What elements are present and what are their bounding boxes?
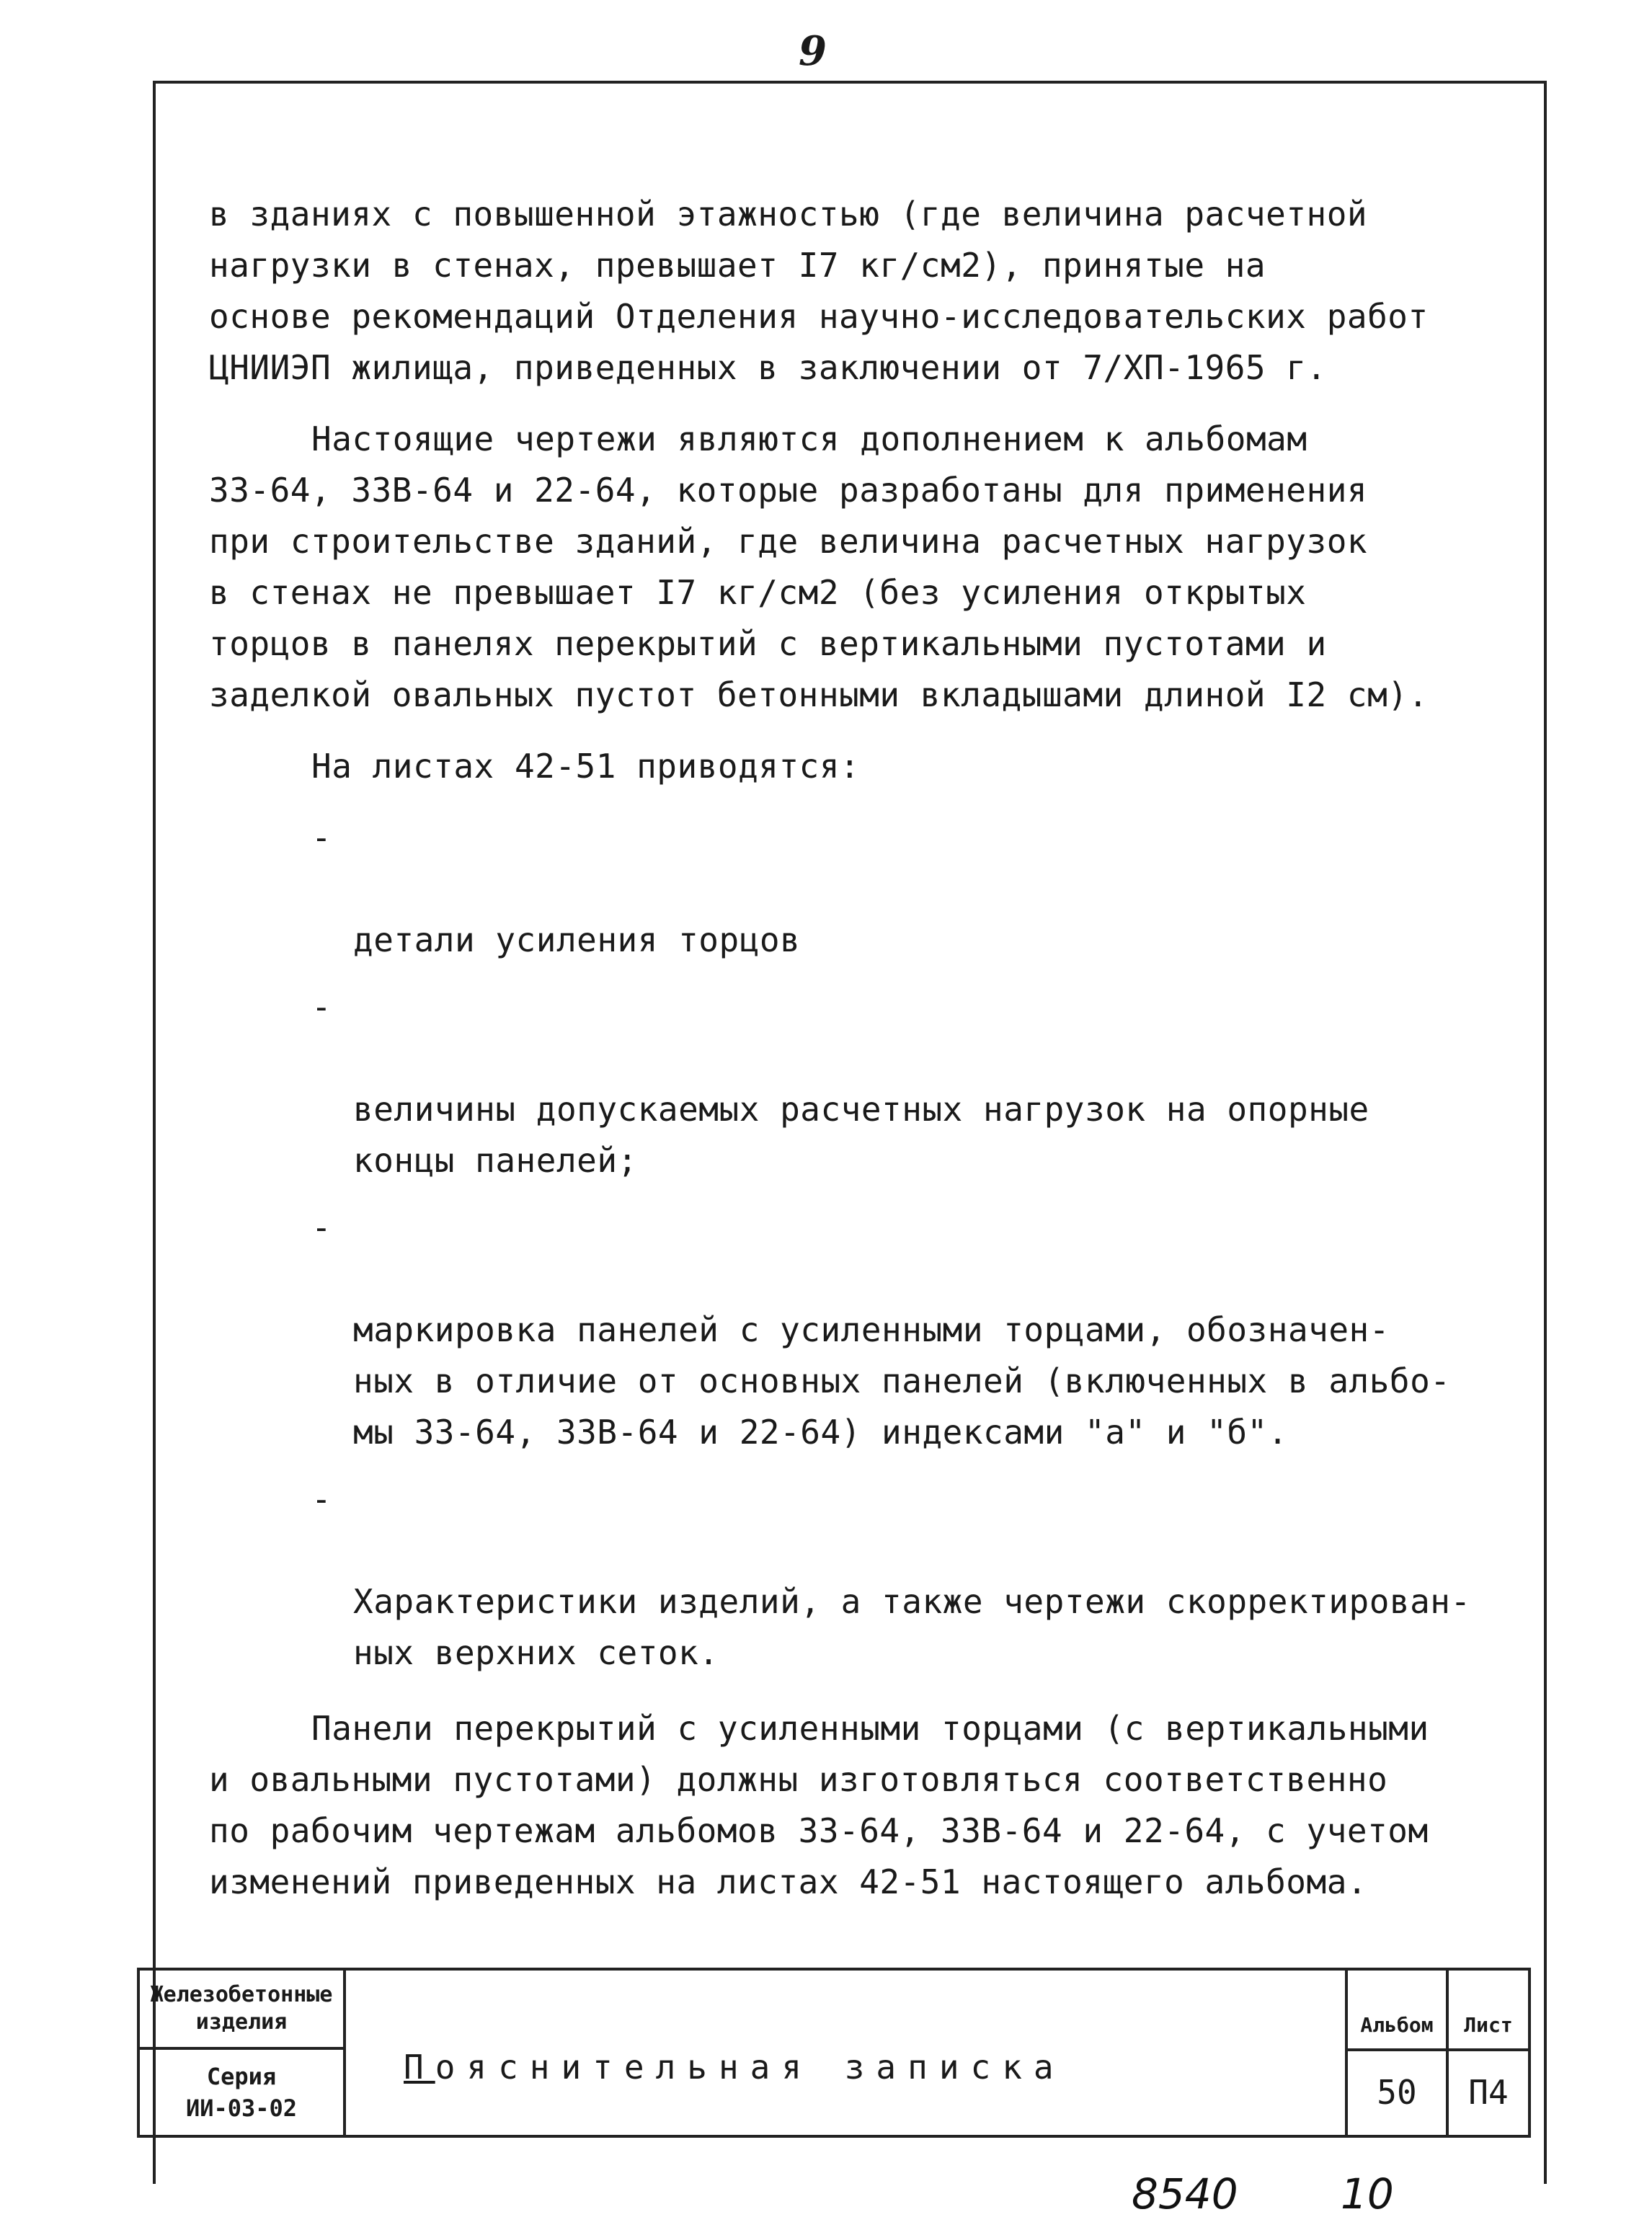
album-label: Альбом	[1348, 1971, 1449, 2050]
list-item-text: Характеристики изделий, а также чертежи скорректирован- ных верхних сеток.	[353, 1582, 1471, 1672]
items-list	[209, 812, 1535, 1679]
paragraph-closing: Панели перекрытий с усиленными торцами (с вертикальными и овальными пустотами) должны изготовляться соответственно по рабочим чертежам альбомов 33-64, 33В-64 и 22-64, с учетом изменений приведенных на листах 42-51 настоящего альбома.	[209, 1709, 1429, 1901]
document-title-rest: ояснительная записка	[435, 2048, 1065, 2087]
list-item-text: детали усиления торцов	[353, 920, 801, 959]
handwritten-count: 10	[1341, 2169, 1394, 2218]
sheet-label: Лист	[1464, 2013, 1513, 2037]
sheet-value: П4	[1468, 2073, 1509, 2112]
handwritten-number: 8540	[1132, 2169, 1238, 2218]
organization-line-1: Железобетонные	[150, 1982, 333, 2007]
series-label: Серия	[206, 2063, 277, 2090]
list-item	[311, 1474, 1535, 1679]
list-dash: -	[311, 987, 332, 1026]
title-block	[137, 1968, 1531, 2138]
list-item-text: величины допускаемых расчетных нагрузок на опорные концы панелей;	[353, 1090, 1369, 1180]
list-dash: -	[311, 1480, 332, 1519]
list-item	[311, 812, 1535, 966]
list-item	[311, 1202, 1535, 1458]
series-cell	[140, 2050, 346, 2135]
organization-line-2: изделия	[195, 2009, 288, 2035]
paragraph-list-intro: На листах 42-51 приводятся:	[311, 747, 861, 786]
document-body	[209, 189, 1535, 1928]
list-dash: -	[311, 818, 332, 857]
document-title-cell	[346, 1971, 1348, 2135]
organization-cell	[140, 1971, 346, 2050]
series-value: ИИ-03-02	[185, 2094, 298, 2122]
page-number: 9	[799, 27, 827, 75]
paragraph-supplement: Настоящие чертежи являются дополнением к альбомам 33-64, 33В-64 и 22-64, которые разработаны для применения при строительстве зданий, где величина расчетных нагрузок в стенах не превышает I7 кг/см2 (без усиления открытых торцов в панелях перекрытий с вертикальными пустотами и заделкой овальных пустот бетонными вкладышами длиной I2 см).	[209, 419, 1429, 714]
paragraph-intro: в зданиях с повышенной этажностью (где величина расчетной нагрузки в стенах, превышает I7 кг/см2), принятые на основе рекомендаций Отделения научно-исследовательских работ ЦНИИЭП жилища, приведенных в заключении от 7/ХП-1965 г.	[209, 195, 1429, 387]
document-title-initial: П	[404, 2048, 435, 2087]
list-item	[311, 982, 1535, 1186]
list-item-text: маркировка панелей с усиленными торцами, обозначен- ных в отличие от основных панелей (включенных в альбо- мы 33-64, 33В-64 и 22-64) индексами "а" и "б".	[353, 1310, 1451, 1452]
album-value: 50	[1348, 2050, 1449, 2135]
list-dash: -	[311, 1208, 332, 1247]
